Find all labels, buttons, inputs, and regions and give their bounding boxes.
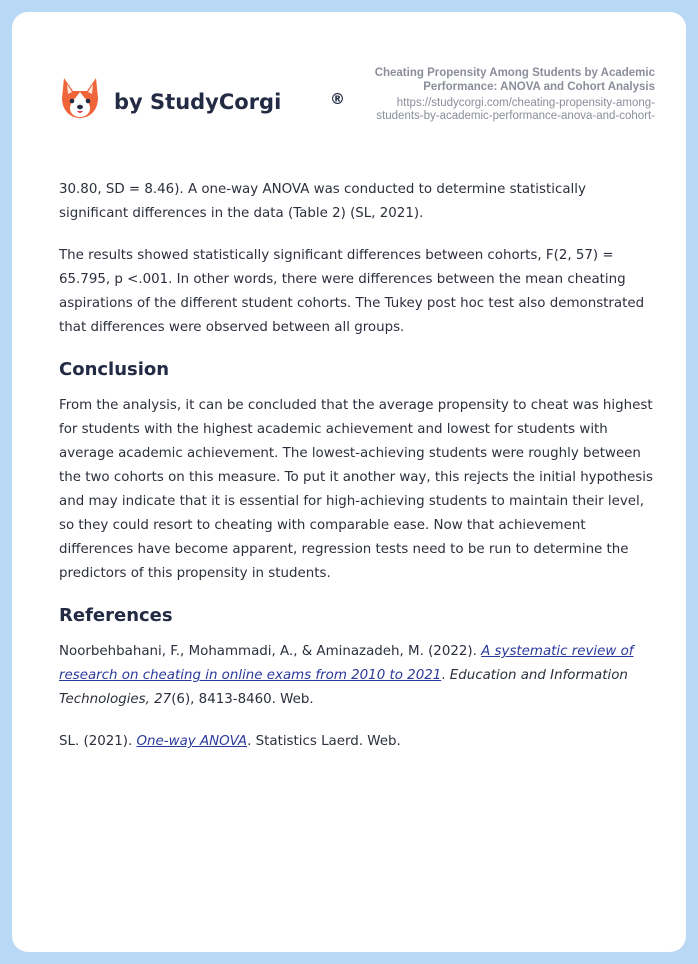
- document-title: [295, 66, 655, 94]
- reference-details: . Statistics Laerd. Web.: [247, 734, 401, 749]
- document-url-line-2[interactable]: students-by-academic-performance-anova-and-cohort-: [376, 110, 655, 122]
- reference-authors: Noorbehbahani, F., Mohammadi, A., & Aminazadeh, M. (2022).: [59, 644, 482, 659]
- document-title-line-1: Cheating Propensity Among Students by Academic: [374, 67, 655, 79]
- reference-details: (6), 8413-8460. Web.: [171, 692, 314, 707]
- studycorgi-logo[interactable]: [60, 76, 345, 120]
- document-page: [12, 12, 686, 952]
- document-url-line-1[interactable]: https://studycorgi.com/cheating-propensity-among-: [396, 97, 655, 109]
- reference-item: [59, 640, 659, 712]
- reference-link[interactable]: One-way ANOVA: [136, 734, 248, 749]
- reference-separator: .: [441, 668, 450, 683]
- brand-name: by StudyCorgi: [114, 90, 282, 114]
- document-content: [59, 178, 659, 772]
- reference-item: [59, 730, 659, 754]
- document-url[interactable]: [295, 97, 655, 123]
- reference-authors: SL. (2021).: [59, 734, 137, 749]
- references-heading: References: [59, 605, 173, 626]
- document-header-info: [295, 66, 655, 123]
- registered-mark: ®: [330, 90, 345, 108]
- paragraph-anova: 30.80, SD = 8.46). A one-way ANOVA was conducted to determine statistically significant differences in the data (Table 2) (SL, 2021).: [59, 182, 586, 221]
- conclusion-heading: Conclusion: [59, 359, 170, 380]
- corgi-icon: [60, 76, 100, 120]
- reference-journal: Education and Information Technologies, 27: [59, 668, 628, 707]
- paragraph-results: The results showed statistically significant differences between cohorts, F(2, 57) = 65.795, p <.001. In other words, there were differences between the mean cheating aspirations of the different student cohorts. The Tukey post hoc test also demonstrated that differences were observed between all groups.: [59, 248, 645, 335]
- document-title-line-2: Performance: ANOVA and Cohort Analysis: [423, 81, 655, 93]
- reference-link[interactable]: A systematic review of research on cheating in online exams from 2010 to 2021: [59, 644, 634, 683]
- paragraph-conclusion: From the analysis, it can be concluded that the average propensity to cheat was highest for students with the highest academic achievement and lowest for students with average academic achievement. The lowest-achieving students were roughly between the two cohorts on this measure. To put it another way, this rejects the initial hypothesis and may indicate that it is essential for high-achieving students to maintain their level, so they could resort to cheating with comparable ease. Now that achievement differences have become apparent, regression tests need to be run to determine the predictors of this propensity in students.: [59, 398, 653, 581]
